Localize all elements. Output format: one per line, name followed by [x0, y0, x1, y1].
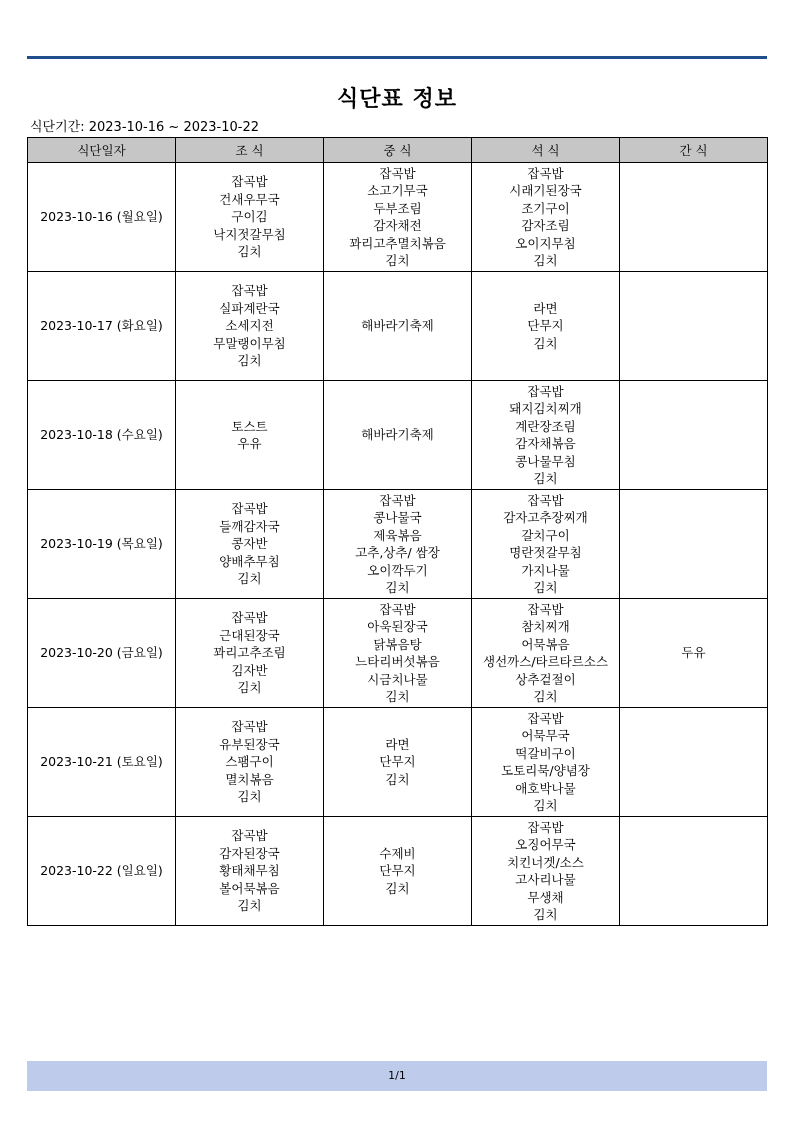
menu-item: 김치 — [533, 253, 558, 268]
menu-item: 조기구이 — [521, 200, 570, 216]
menu-item: 돼지김치찌개 — [509, 401, 582, 416]
breakfast-cell — [176, 599, 324, 708]
menu-item: 시래기된장국 — [509, 183, 582, 198]
lunch-cell — [324, 381, 472, 490]
menu-item: 황태채무침 — [219, 863, 280, 879]
menu-item: 꽈리고추조림 — [213, 645, 286, 661]
menu-item: 라면 — [533, 300, 558, 316]
menu-item: 도토리묵/양념장 — [501, 763, 590, 778]
menu-item: 참치찌개 — [521, 619, 570, 634]
header-lunch: 중 식 — [324, 138, 472, 163]
menu-item: 김치 — [385, 689, 410, 704]
menu-item: 오징어무국 — [515, 837, 576, 852]
menu-item: 낙지젓갈무침 — [213, 226, 286, 242]
menu-item: 잡곡밥 — [231, 828, 268, 844]
page-indicator: 1/1 — [388, 1069, 406, 1082]
menu-item: 고사리나물 — [515, 872, 576, 887]
menu-item: 김치 — [385, 880, 410, 896]
breakfast-cell — [176, 817, 324, 926]
menu-item: 잡곡밥 — [527, 383, 564, 399]
menu-item: 감자고추장찌개 — [503, 510, 588, 525]
menu-item: 김치 — [533, 580, 558, 595]
header-dinner: 석 식 — [472, 138, 620, 163]
date-cell: 2023-10-17 (화요일) — [28, 272, 176, 381]
breakfast-cell — [176, 708, 324, 817]
top-divider — [27, 56, 767, 59]
snack-cell — [620, 381, 768, 490]
table-row — [28, 272, 768, 381]
menu-item: 잡곡밥 — [231, 501, 268, 517]
snack-cell — [620, 599, 768, 708]
date-cell: 2023-10-21 (토요일) — [28, 708, 176, 817]
menu-item: 두유 — [681, 645, 706, 661]
meal-table — [27, 137, 768, 926]
menu-item: 명란젓갈무침 — [509, 545, 582, 560]
table-header-row — [28, 138, 768, 163]
menu-item: 해바라기축제 — [361, 427, 434, 443]
menu-item: 닭볶음탕 — [373, 636, 422, 652]
menu-item: 가지나물 — [521, 562, 570, 578]
menu-item: 라면 — [385, 736, 410, 752]
menu-item: 감자된장국 — [219, 845, 280, 861]
dinner-cell — [472, 490, 620, 599]
snack-cell — [620, 163, 768, 272]
menu-item: 고추,상추/ 쌈장 — [355, 545, 440, 560]
menu-item: 감자조림 — [521, 218, 570, 233]
menu-item: 근대된장국 — [219, 627, 280, 643]
menu-item: 스팸구이 — [225, 754, 274, 770]
table-row — [28, 381, 768, 490]
menu-item: 애호박나물 — [515, 780, 576, 796]
lunch-cell — [324, 817, 472, 926]
header-date: 식단일자 — [28, 138, 176, 163]
menu-item: 김치 — [533, 335, 558, 351]
menu-item: 볼어묵볶음 — [219, 880, 280, 896]
menu-item: 두부조림 — [373, 200, 422, 216]
menu-item: 상추겉절이 — [515, 671, 576, 687]
menu-item: 수제비 — [379, 845, 416, 861]
breakfast-cell — [176, 272, 324, 381]
menu-item: 실파계란국 — [219, 300, 280, 316]
lunch-cell — [324, 272, 472, 381]
menu-item: 유부된장국 — [219, 736, 280, 752]
dinner-cell — [472, 381, 620, 490]
date-cell: 2023-10-19 (목요일) — [28, 490, 176, 599]
menu-item: 치킨너겟/소스 — [507, 854, 584, 870]
menu-item: 해바라기축제 — [361, 318, 434, 334]
menu-item: 잡곡밥 — [231, 719, 268, 735]
dinner-cell — [472, 163, 620, 272]
dinner-cell — [472, 708, 620, 817]
menu-item: 김치 — [237, 244, 262, 260]
table-row — [28, 599, 768, 708]
menu-item: 소고기무국 — [367, 183, 428, 198]
breakfast-cell — [176, 163, 324, 272]
lunch-cell — [324, 708, 472, 817]
header-snack: 간 식 — [620, 138, 768, 163]
table-row — [28, 490, 768, 599]
menu-item: 제육볶음 — [373, 527, 422, 543]
menu-item: 김치 — [237, 353, 262, 369]
menu-item: 김치 — [237, 680, 262, 696]
menu-item: 김자반 — [231, 662, 268, 678]
snack-cell — [620, 817, 768, 926]
date-cell: 2023-10-20 (금요일) — [28, 599, 176, 708]
menu-item: 어묵볶음 — [521, 636, 570, 652]
menu-item: 갈치구이 — [521, 527, 570, 543]
table-row — [28, 817, 768, 926]
dinner-cell — [472, 272, 620, 381]
menu-item: 멸치볶음 — [225, 771, 274, 787]
lunch-cell — [324, 599, 472, 708]
breakfast-cell — [176, 490, 324, 599]
menu-item: 잡곡밥 — [527, 601, 564, 617]
snack-cell — [620, 490, 768, 599]
menu-item: 잡곡밥 — [231, 174, 268, 190]
page-title: 식단표 정보 — [337, 87, 457, 112]
menu-item: 김치 — [237, 571, 262, 587]
menu-item: 콩나물무침 — [515, 453, 576, 469]
breakfast-cell — [176, 381, 324, 490]
dinner-cell — [472, 817, 620, 926]
menu-item: 김치 — [533, 907, 558, 922]
snack-cell — [620, 708, 768, 817]
menu-item: 잡곡밥 — [231, 283, 268, 299]
date-cell: 2023-10-22 (일요일) — [28, 817, 176, 926]
menu-item: 생선까스/타르타르소스 — [483, 654, 608, 669]
menu-period: 식단기간: 2023-10-16 ~ 2023-10-22 — [30, 120, 260, 135]
table-row — [28, 708, 768, 817]
table-row — [28, 163, 768, 272]
date-cell: 2023-10-16 (월요일) — [28, 163, 176, 272]
menu-item: 오이깍두기 — [367, 562, 428, 578]
date-cell: 2023-10-18 (수요일) — [28, 381, 176, 490]
menu-item: 아욱된장국 — [367, 619, 428, 634]
dinner-cell — [472, 599, 620, 708]
menu-item: 김치 — [385, 253, 410, 268]
menu-item: 어묵무국 — [521, 728, 570, 743]
menu-item: 소세지전 — [225, 318, 274, 334]
menu-item: 건새우무국 — [219, 191, 280, 207]
menu-item: 우유 — [237, 436, 262, 451]
menu-item: 무생채 — [527, 889, 564, 905]
menu-item: 잡곡밥 — [527, 492, 564, 508]
menu-item: 떡갈비구이 — [515, 745, 576, 761]
menu-item: 들깨감자국 — [219, 518, 280, 534]
menu-item: 김치 — [237, 789, 262, 805]
footer-bar — [27, 1061, 767, 1091]
menu-item: 김치 — [385, 771, 410, 787]
menu-item: 단무지 — [527, 318, 564, 334]
menu-item: 김치 — [533, 689, 558, 704]
snack-cell — [620, 272, 768, 381]
menu-item: 잡곡밥 — [379, 601, 416, 617]
menu-item: 계란장조림 — [515, 418, 576, 434]
menu-item: 느타리버섯볶음 — [355, 654, 440, 669]
menu-item: 꽈리고추멸치볶음 — [349, 235, 446, 251]
menu-item: 양배추무침 — [219, 553, 280, 569]
menu-item: 토스트 — [231, 418, 268, 434]
menu-item: 잡곡밥 — [379, 165, 416, 181]
menu-item: 단무지 — [379, 754, 416, 770]
menu-item: 잡곡밥 — [379, 492, 416, 508]
menu-item: 시금치나물 — [367, 671, 428, 687]
menu-item: 김치 — [533, 798, 558, 813]
menu-item: 감자채전 — [373, 218, 422, 233]
menu-item: 구이김 — [231, 209, 268, 225]
menu-item: 감자채볶음 — [515, 436, 576, 451]
lunch-cell — [324, 163, 472, 272]
lunch-cell — [324, 490, 472, 599]
menu-item: 잡곡밥 — [527, 819, 564, 835]
menu-item: 오이지무침 — [515, 235, 576, 251]
menu-item: 김치 — [385, 580, 410, 595]
header-breakfast: 조 식 — [176, 138, 324, 163]
menu-item: 김치 — [237, 898, 262, 914]
menu-item: 잡곡밥 — [527, 165, 564, 181]
menu-item: 잡곡밥 — [527, 710, 564, 726]
menu-item: 김치 — [533, 471, 558, 486]
menu-item: 잡곡밥 — [231, 610, 268, 626]
menu-item: 단무지 — [379, 863, 416, 879]
menu-item: 콩나물국 — [373, 510, 422, 525]
menu-item: 무말랭이무침 — [213, 335, 286, 351]
menu-item: 콩자반 — [231, 536, 268, 552]
